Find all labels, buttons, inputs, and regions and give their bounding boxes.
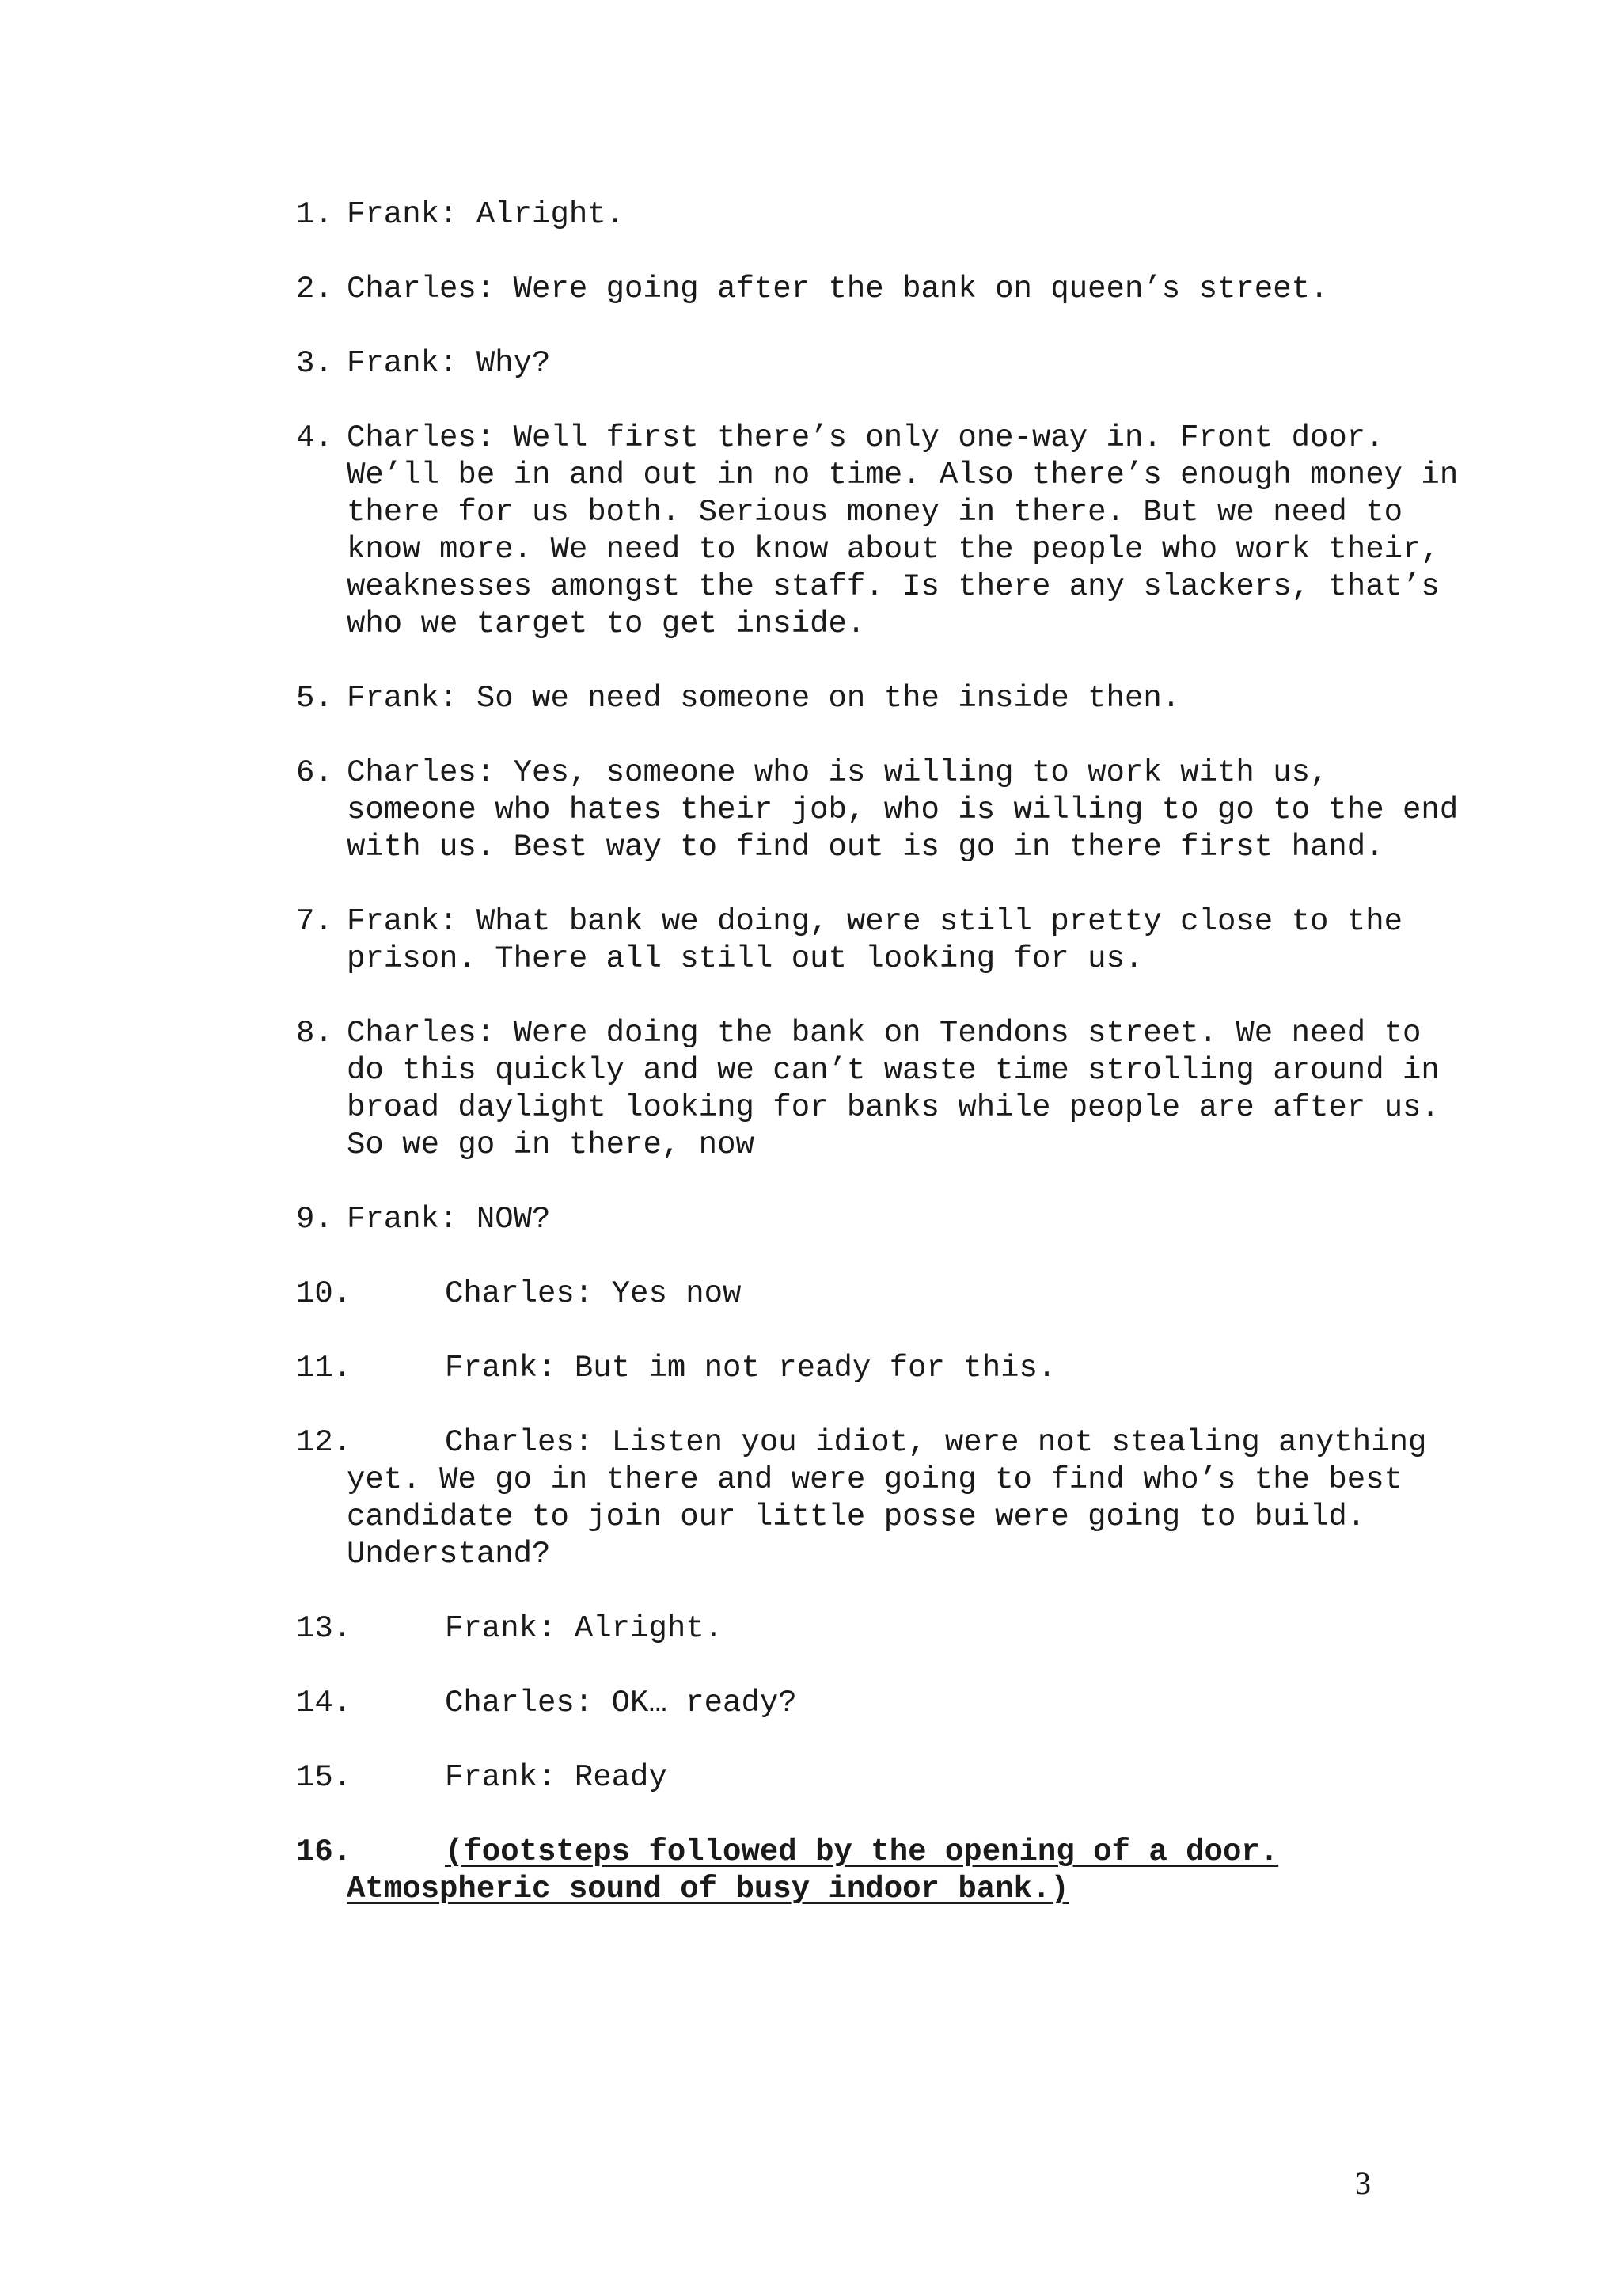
script-line	[296, 1424, 1467, 1573]
page-number: 3	[1355, 2165, 1371, 2201]
line-number: 9.	[296, 1202, 333, 1237]
line-number: 11.	[296, 1351, 352, 1386]
line-number: 5.	[296, 681, 333, 716]
line-text: Frank: NOW?	[347, 1202, 551, 1237]
sound-effect-line	[296, 1834, 1467, 1908]
script-line	[296, 196, 1467, 234]
script-line	[296, 420, 1467, 643]
line-number: 10.	[296, 1276, 352, 1311]
line-text: Charles: Were doing the bank on Tendons street. We need to do this quickly and we can’t waste time strolling around in broad daylight looking for banks while people are after us. So we go in there, now	[347, 1016, 1440, 1162]
line-number: 4.	[296, 420, 333, 455]
script-line	[296, 1015, 1467, 1164]
script-line	[296, 1759, 1467, 1796]
line-text: Charles: Well first there’s only one-way in. Front door. We’ll be in and out in no time. Also there’s enough money in there for us both. Serious money in there. But we need to know more. We need to know about the people who work their, weaknesses amongst the staff. Is there any slackers, that’s who we target to get inside.	[347, 420, 1459, 641]
script-line	[296, 271, 1467, 308]
line-text: Frank: Alright.	[347, 197, 625, 232]
line-number: 6.	[296, 755, 333, 790]
line-number: 7.	[296, 904, 333, 939]
script-line	[296, 1275, 1467, 1313]
line-number: 13.	[296, 1611, 352, 1646]
line-number: 3.	[296, 346, 333, 381]
line-text: Charles: Yes, someone who is willing to work with us, someone who hates their job, who is willing to go to the end with us. Best way to find out is go in there first hand.	[347, 755, 1459, 865]
line-text: Charles: Listen you idiot, were not stealing anything yet. We go in there and were going to find who’s the best candidate to join our little posse were going to build. Understand?	[347, 1425, 1427, 1572]
line-text: Frank: Why?	[347, 346, 551, 381]
line-text: Frank: What bank we doing, were still pretty close to the prison. There all still out looking for us.	[347, 904, 1403, 976]
script-body	[296, 196, 1467, 1945]
line-number: 16.	[296, 1834, 352, 1869]
script-line	[296, 345, 1467, 382]
line-number: 1.	[296, 197, 333, 232]
script-line	[296, 1685, 1467, 1722]
line-number: 14.	[296, 1686, 352, 1720]
script-line	[296, 755, 1467, 866]
sound-effect-text: (footsteps followed by the opening of a door. Atmospheric sound of busy indoor bank.)	[347, 1834, 1279, 1906]
line-text: Charles: Yes now	[445, 1276, 742, 1311]
line-text: Frank: Alright.	[445, 1611, 723, 1646]
line-number: 2.	[296, 272, 333, 306]
line-number: 12.	[296, 1425, 352, 1460]
script-line	[296, 1201, 1467, 1238]
line-text: Charles: OK… ready?	[445, 1686, 797, 1720]
line-text: Charles: Were going after the bank on queen’s street.	[347, 272, 1329, 306]
script-line	[296, 1350, 1467, 1387]
script-line	[296, 680, 1467, 717]
line-number: 15.	[296, 1760, 352, 1795]
line-text: Frank: Ready	[445, 1760, 667, 1795]
script-line	[296, 1610, 1467, 1648]
line-number: 8.	[296, 1016, 333, 1051]
script-line	[296, 903, 1467, 978]
line-text: Frank: But im not ready for this.	[445, 1351, 1057, 1386]
line-text: Frank: So we need someone on the inside then.	[347, 681, 1181, 716]
